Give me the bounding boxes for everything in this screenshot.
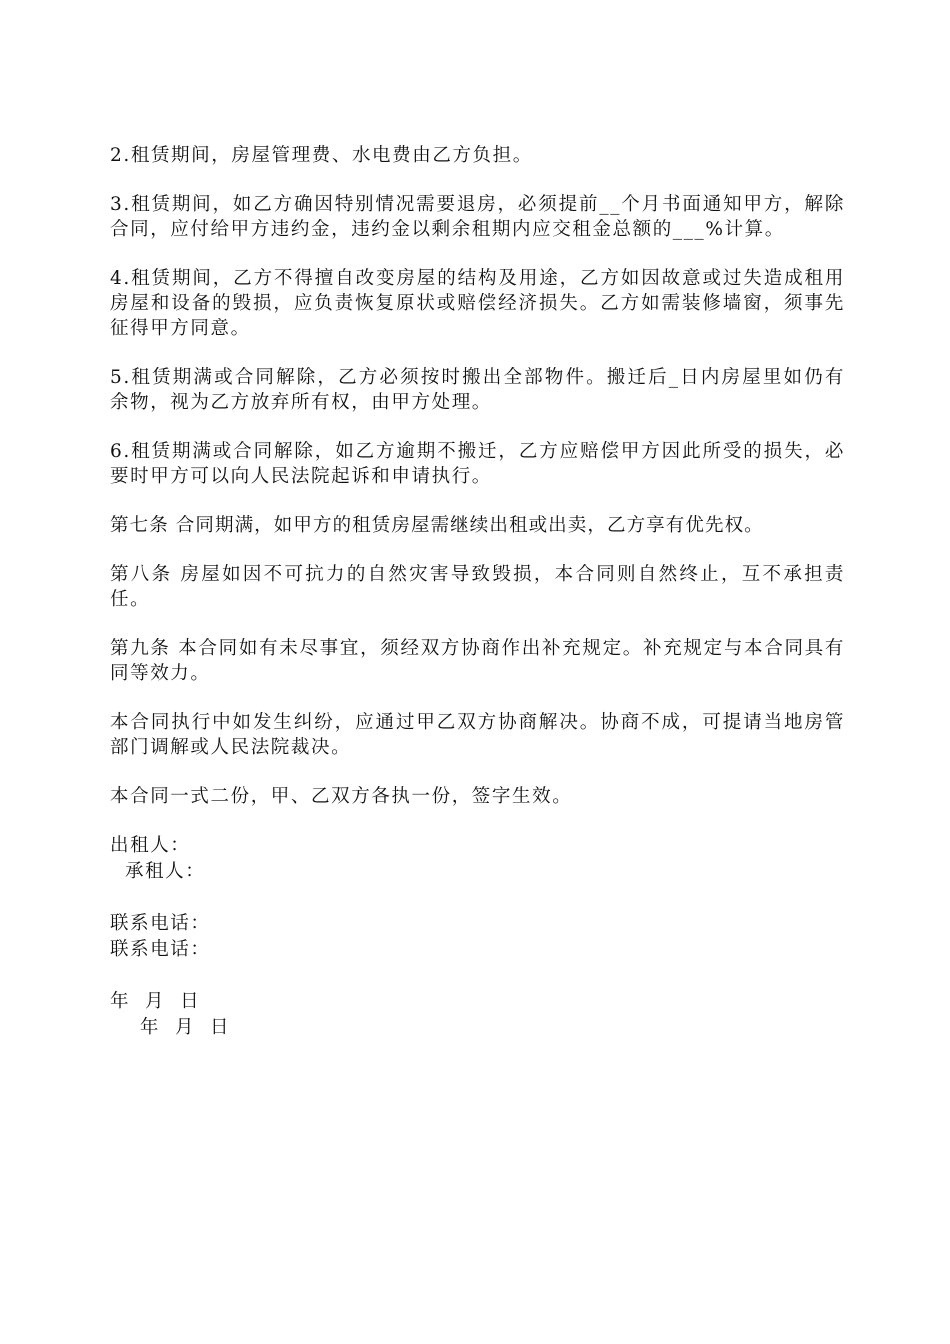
article-7: 第七条 合同期满，如甲方的租赁房屋需继续出租或出卖，乙方享有优先权。 [110,515,764,536]
spacer [110,963,845,989]
article-8: 第八条 房屋如因不可抗力的自然灾害导致毁损，本合同则自然终止，互不承担责任。 [110,564,845,610]
clause-3: 3.租赁期间，如乙方确因特别情况需要退房，必须提前__个月书面通知甲方，解除合同，应付给甲方违约金，违约金以剩余租期内应交租金总额的___%计算。 [110,194,845,240]
copies-clause: 本合同一式二份，甲、乙双方各执一份，签字生效。 [110,786,573,807]
lessor-phone-label: 联系电话： [110,913,211,934]
clause-2: 2.租赁期间，房屋管理费、水电费由乙方负担。 [110,145,533,166]
clause-6: 6.租赁期满或合同解除，如乙方逾期不搬迁，乙方应赔偿甲方因此所受的损失，必要时甲方可以向人民法院起诉和申请执行。 [110,441,845,487]
article-9: 第九条 本合同如有未尽事宜，须经双方协商作出补充规定。补充规定与本合同具有同等效力。 [110,638,845,684]
lessee-phone-label: 联系电话： [110,939,211,960]
spacer [110,885,845,911]
dispute-clause: 本合同执行中如发生纠纷，应通过甲乙双方协商解决。协商不成，可提请当地房管部门调解或人民法院裁决。 [110,712,845,758]
clause-4: 4.租赁期间，乙方不得擅自改变房屋的结构及用途，乙方如因故意或过失造成租用房屋和设备的毁损，应负责恢复原状或赔偿经济损失。乙方如需装修墙窗，须事先征得甲方同意。 [110,268,845,339]
contract-page [110,143,845,1041]
signature-block [110,833,845,1041]
lessor-date: 年 月 日 [110,991,201,1012]
lessee-label: 承租人： [110,861,206,882]
lessor-label: 出租人： [110,835,191,856]
clause-5: 5.租赁期满或合同解除，乙方必须按时搬出全部物件。搬迁后_日内房屋里如仍有余物，视为乙方放弃所有权，由甲方处理。 [110,367,845,413]
lessee-date: 年 月 日 [110,1017,231,1038]
